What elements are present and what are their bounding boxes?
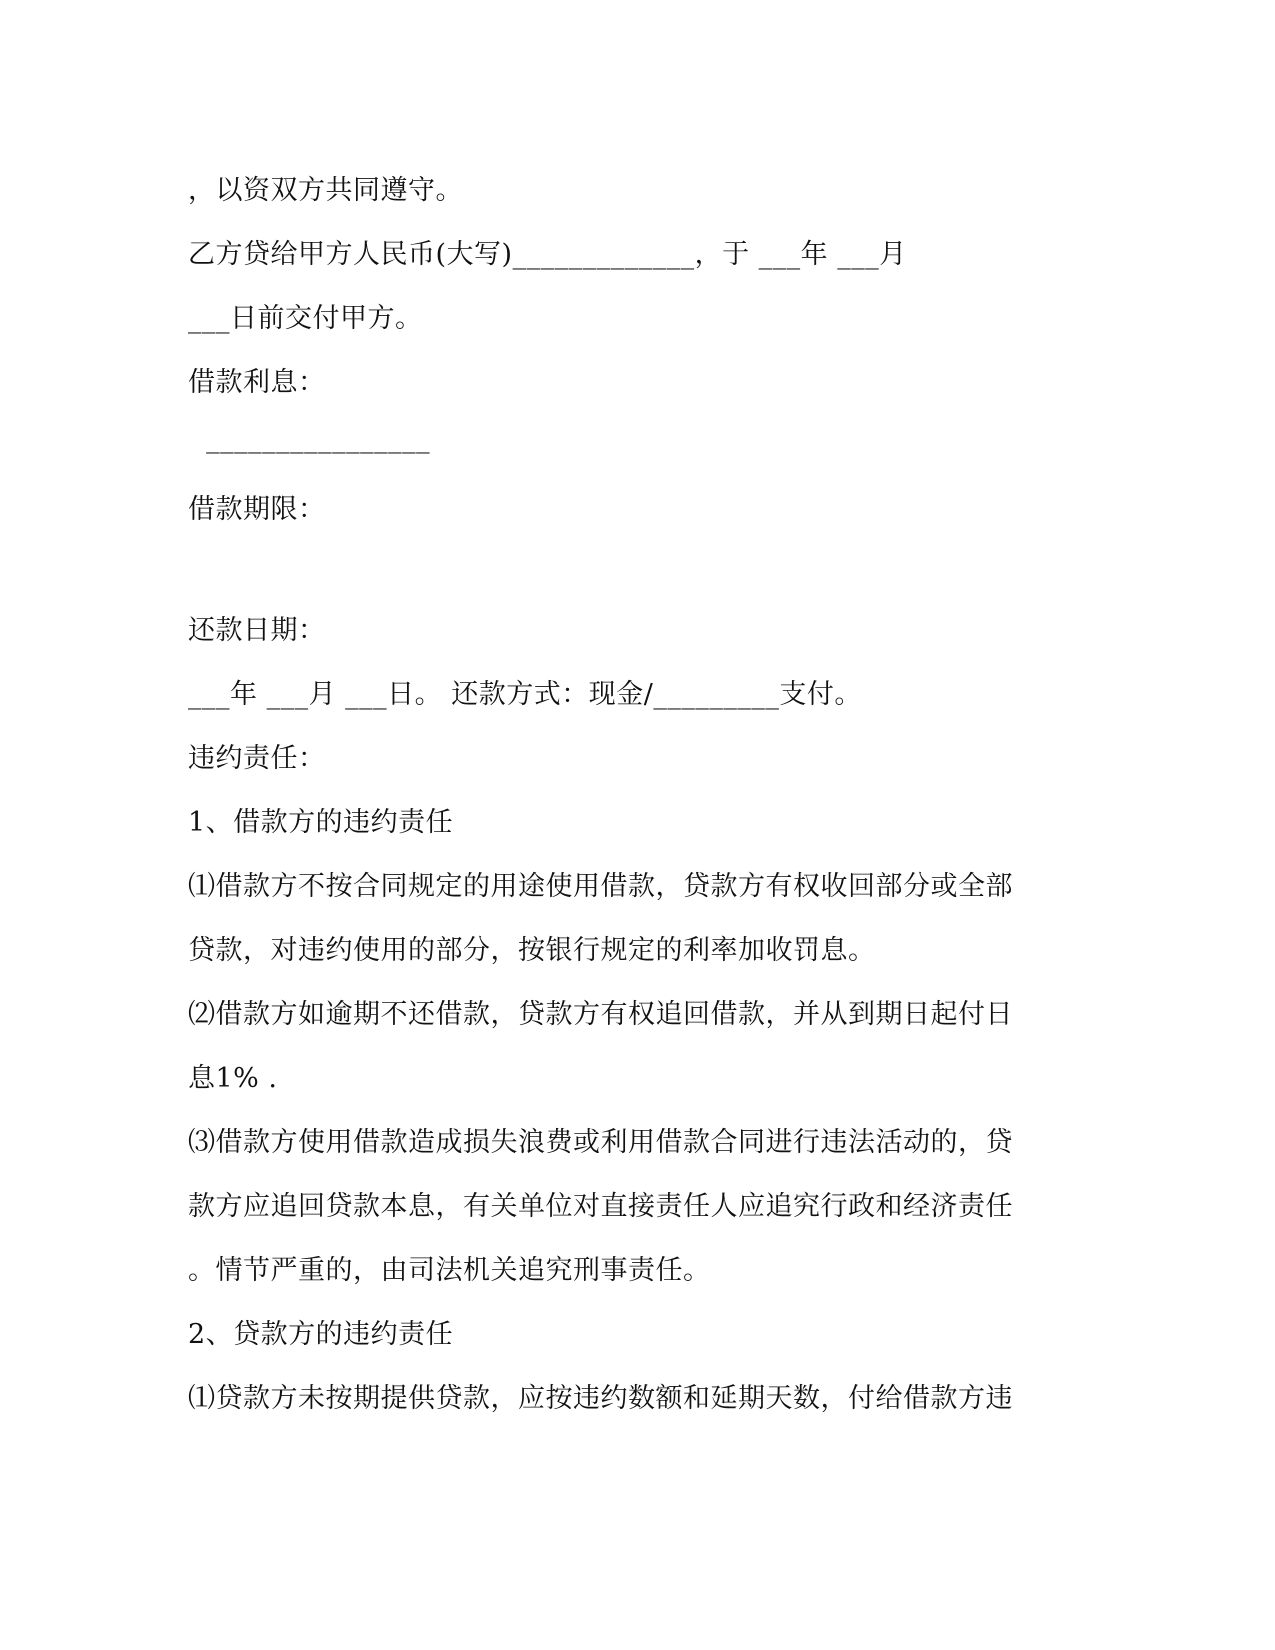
text-line-clause-1-3a: ⑶借款方使用借款造成损失浪费或利用借款合同进行违法活动的，贷 bbox=[188, 1127, 1013, 1158]
text-line-closing-phrase: ，以资双方共同遵守。 bbox=[188, 175, 463, 206]
text-line-clause-1-3b: 款方应追回贷款本息，有关单位对直接责任人应追究行政和经济责任 bbox=[188, 1191, 1013, 1222]
heading-loan-interest: 借款利息： bbox=[188, 367, 326, 398]
heading-borrower-liability: 1、借款方的违约责任 bbox=[188, 807, 454, 838]
heading-repayment-date: 还款日期： bbox=[188, 615, 326, 646]
text-line-clause-1-1b: 贷款，对违约使用的部分，按银行规定的利率加收罚息。 bbox=[188, 935, 876, 966]
heading-liability: 违约责任： bbox=[188, 743, 326, 774]
text-line-clause-1-2b: 息1% . bbox=[188, 1063, 278, 1094]
heading-lender-liability: 2、贷款方的违约责任 bbox=[188, 1319, 454, 1350]
text-line-repayment-method: ___年 ___月 ___日。 还款方式：现金/_________支付。 bbox=[188, 679, 862, 710]
blank-line-interest: ________________ bbox=[188, 423, 431, 454]
heading-loan-term: 借款期限： bbox=[188, 494, 326, 525]
text-line-clause-1-3c: 。情节严重的，由司法机关追究刑事责任。 bbox=[188, 1255, 711, 1286]
text-line-loan-amount: 乙方贷给甲方人民币(大写)_____________，于 ___年 ___月 bbox=[188, 239, 907, 270]
text-line-delivery-date: ___日前交付甲方。 bbox=[188, 303, 423, 334]
text-line-clause-2-1a: ⑴贷款方未按期提供贷款，应按违约数额和延期天数，付给借款方违 bbox=[188, 1383, 1013, 1414]
text-line-clause-1-1a: ⑴借款方不按合同规定的用途使用借款，贷款方有权收回部分或全部 bbox=[188, 871, 1013, 902]
text-line-clause-1-2a: ⑵借款方如逾期不还借款，贷款方有权追回借款，并从到期日起付日 bbox=[188, 999, 1013, 1030]
